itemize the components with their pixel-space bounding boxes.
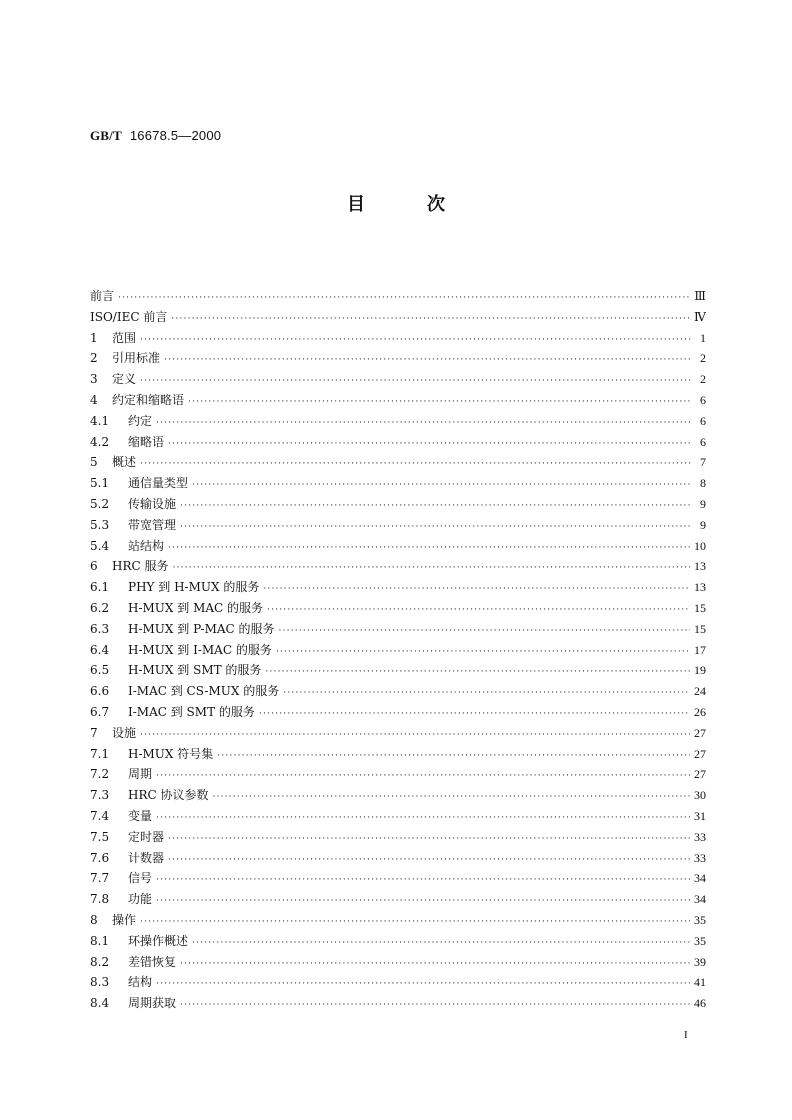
toc-section-number: 5.1: [90, 476, 110, 491]
toc-page-number: 13: [694, 559, 706, 574]
toc-section-number: 7.3: [90, 788, 110, 803]
toc-page-number: 7: [700, 455, 706, 470]
toc-section-number: 8.2: [90, 954, 110, 969]
toc-page-number: 34: [694, 892, 706, 907]
toc-entry-label: [90, 640, 276, 661]
toc-section-title: 周期: [128, 767, 153, 782]
toc-page-number: 33: [694, 850, 706, 865]
toc-page-number: 27: [694, 725, 706, 740]
dot-leader: [156, 808, 690, 829]
toc-page-number: 9: [700, 517, 706, 532]
toc-entry-label: [90, 993, 180, 1014]
toc-page-number: 17: [694, 642, 706, 657]
toc-section-number: 7.6: [90, 850, 110, 865]
toc-page-number: 35: [694, 912, 706, 927]
toc-section-title: 操作: [112, 912, 137, 927]
dot-leader: [263, 579, 690, 600]
toc-section-number: 7.2: [90, 767, 110, 782]
dot-leader: [279, 621, 690, 642]
dot-leader: [267, 600, 690, 621]
toc-entry[interactable]: [90, 556, 706, 577]
toc-entry-label: [90, 556, 173, 577]
toc-section-number: 6.6: [90, 684, 110, 699]
standard-code: [90, 128, 221, 144]
toc-entry[interactable]: [90, 286, 706, 307]
toc-entry-label: [90, 328, 140, 349]
dot-leader: [173, 558, 691, 579]
dot-leader: [168, 538, 690, 559]
toc-page-number: 9: [700, 496, 706, 511]
toc-entry-label: [90, 494, 180, 515]
dot-leader: [188, 392, 692, 413]
toc-entry[interactable]: [90, 931, 706, 952]
dot-leader: [213, 787, 691, 808]
toc-section-title: 前言: [90, 289, 115, 303]
toc-section-title: 通信量类型: [128, 476, 189, 491]
toc-section-number: 6.5: [90, 663, 110, 678]
toc-entry-label: [90, 390, 188, 411]
toc-entry-label: [90, 972, 156, 993]
toc-entry-label: [90, 452, 140, 473]
dot-leader: [171, 309, 690, 330]
toc-entry[interactable]: [90, 536, 706, 557]
toc-section-title: HRC 服务: [112, 559, 169, 574]
toc-section-number: 8.4: [90, 996, 110, 1011]
toc-section-number: 6.7: [90, 704, 110, 719]
toc-section-title: 定时器: [128, 829, 165, 844]
dot-leader: [276, 642, 690, 663]
toc-entry-label: [90, 806, 156, 827]
toc-entry[interactable]: [90, 764, 706, 785]
toc-entry[interactable]: [90, 785, 706, 806]
toc-section-title: 计数器: [128, 850, 165, 865]
toc-section-title: 传输设施: [128, 496, 177, 511]
toc-entry[interactable]: [90, 972, 706, 993]
dot-leader: [140, 371, 692, 392]
toc-section-title: 带宽管理: [128, 517, 177, 532]
toc-section-title: I-MAC 到 SMT 的服务: [128, 704, 255, 719]
toc-page-number: 19: [694, 663, 706, 678]
toc-section-number: 4.1: [90, 413, 110, 428]
dot-leader: [180, 995, 690, 1016]
toc-section-title: 变量: [128, 808, 153, 823]
toc-page-number: Ⅲ: [694, 289, 706, 303]
toc-section-title: H-MUX 到 P-MAC 的服务: [128, 621, 275, 636]
toc-entry-label: [90, 432, 168, 453]
toc-page-number: 13: [694, 580, 706, 595]
toc-page-number: 27: [694, 767, 706, 782]
toc-page-number: 1: [700, 330, 706, 345]
toc-section-number: 4.2: [90, 434, 110, 449]
toc-section-number: 5: [90, 455, 98, 470]
toc-entry-label: [90, 702, 259, 723]
toc-entry[interactable]: [90, 348, 706, 369]
toc-page-number: 30: [694, 788, 706, 803]
toc-section-title: 信号: [128, 871, 153, 886]
toc-entry-label: [90, 723, 140, 744]
toc-section-number: 2: [90, 351, 98, 366]
toc-page-number: 6: [700, 434, 706, 449]
dot-leader: [164, 350, 692, 371]
toc-section-title: ISO/IEC 前言: [90, 309, 168, 324]
toc-entry-label: [90, 952, 180, 973]
toc-entry[interactable]: [90, 827, 706, 848]
toc-entry-label: [90, 889, 156, 910]
toc-section-title: 差错恢复: [128, 954, 177, 969]
toc-section-title: 约定和缩略语: [112, 392, 185, 407]
toc-page-number: 31: [694, 808, 706, 823]
toc-entry[interactable]: [90, 993, 706, 1014]
dot-leader: [156, 766, 690, 787]
toc-entry-label: [90, 785, 213, 806]
toc-page-number: 8: [700, 476, 706, 491]
toc-section-title: H-MUX 符号集: [128, 746, 214, 761]
toc-section-number: 6.1: [90, 580, 110, 595]
toc-section-title: 站结构: [128, 538, 165, 553]
toc-entry[interactable]: [90, 598, 706, 619]
dot-leader: [192, 475, 692, 496]
toc-entry-label: [90, 348, 164, 369]
toc-section-number: 7.5: [90, 829, 110, 844]
toc-section-number: 6.4: [90, 642, 110, 657]
dot-leader: [283, 683, 690, 704]
toc-entry[interactable]: [90, 910, 706, 931]
toc-entry-label: [90, 619, 279, 640]
toc-section-number: 5.4: [90, 538, 110, 553]
dot-leader: [156, 413, 692, 434]
toc-page-number: 10: [694, 538, 706, 553]
toc-entry[interactable]: [90, 723, 706, 744]
toc-page-number: 26: [694, 704, 706, 719]
table-of-contents: [90, 286, 706, 1014]
toc-section-number: 8: [90, 912, 98, 927]
toc-entry[interactable]: [90, 390, 706, 411]
toc-entry[interactable]: [90, 952, 706, 973]
dot-leader: [156, 974, 690, 995]
dot-leader: [140, 725, 690, 746]
toc-page-number: 24: [694, 684, 706, 699]
dot-leader: [217, 746, 690, 767]
toc-entry-label: [90, 473, 192, 494]
toc-entry[interactable]: [90, 681, 706, 702]
toc-entry[interactable]: [90, 494, 706, 515]
toc-entry-label: [90, 681, 283, 702]
toc-entry[interactable]: [90, 868, 706, 889]
toc-entry[interactable]: [90, 411, 706, 432]
toc-entry-label: [90, 577, 263, 598]
toc-page-number: 2: [700, 351, 706, 366]
dot-leader: [140, 454, 692, 475]
page-number: I: [684, 1029, 688, 1041]
toc-entry[interactable]: [90, 432, 706, 453]
standard-number: 16678.5—2000: [129, 128, 222, 143]
dot-leader: [156, 891, 690, 912]
toc-section-number: 7.4: [90, 808, 110, 823]
toc-entry-label: [90, 764, 156, 785]
toc-entry-label: [90, 868, 156, 889]
toc-entry[interactable]: [90, 577, 706, 598]
toc-entry-label: [90, 827, 168, 848]
dot-leader: [168, 829, 690, 850]
dot-leader: [180, 517, 692, 538]
toc-page-number: 33: [694, 829, 706, 844]
toc-page-number: 27: [694, 746, 706, 761]
toc-page-number: 15: [694, 621, 706, 636]
toc-section-number: 6.2: [90, 600, 110, 615]
toc-entry-label: [90, 536, 168, 557]
toc-page-number: 6: [700, 413, 706, 428]
dot-leader: [140, 912, 690, 933]
toc-entry[interactable]: [90, 806, 706, 827]
toc-entry[interactable]: [90, 889, 706, 910]
toc-entry[interactable]: [90, 640, 706, 661]
toc-page-number: 39: [694, 954, 706, 969]
toc-entry-label: [90, 931, 192, 952]
toc-page-number: 41: [694, 975, 706, 990]
toc-section-title: H-MUX 到 I-MAC 的服务: [128, 642, 272, 657]
toc-section-title: 定义: [112, 372, 137, 387]
toc-entry-label: [90, 307, 171, 328]
toc-page-number: 46: [694, 996, 706, 1011]
toc-page-number: 34: [694, 871, 706, 886]
toc-page-number: Ⅳ: [694, 309, 706, 324]
dot-leader: [168, 850, 690, 871]
toc-entry[interactable]: [90, 515, 706, 536]
toc-entry-label: [90, 848, 168, 869]
toc-entry[interactable]: [90, 328, 706, 349]
toc-entry-label: [90, 660, 265, 681]
toc-entry[interactable]: [90, 744, 706, 765]
toc-section-number: 7.8: [90, 892, 110, 907]
toc-entry-label: [90, 515, 180, 536]
toc-entry[interactable]: [90, 369, 706, 390]
toc-section-number: 7.1: [90, 746, 110, 761]
toc-entry[interactable]: [90, 307, 706, 328]
toc-section-title: 功能: [128, 892, 153, 907]
toc-page-number: 15: [694, 600, 706, 615]
toc-section-title: PHY 到 H-MUX 的服务: [128, 580, 260, 595]
toc-entry-label: [90, 369, 140, 390]
toc-section-number: 7: [90, 725, 98, 740]
toc-entry-label: [90, 598, 267, 619]
dot-leader: [140, 330, 692, 351]
toc-section-title: 设施: [112, 725, 137, 740]
toc-section-title: 缩略语: [128, 434, 165, 449]
toc-entry-label: [90, 744, 217, 765]
toc-entry[interactable]: [90, 473, 706, 494]
toc-section-number: 4: [90, 392, 98, 407]
toc-page-number: 35: [694, 933, 706, 948]
toc-entry-label: [90, 286, 118, 307]
page-title: 目次: [347, 194, 507, 215]
toc-section-title: I-MAC 到 CS-MUX 的服务: [128, 684, 280, 699]
toc-entry[interactable]: [90, 848, 706, 869]
toc-section-title: 结构: [128, 975, 153, 990]
toc-entry[interactable]: [90, 660, 706, 681]
toc-section-title: 范围: [112, 330, 137, 345]
toc-section-number: 8.3: [90, 975, 110, 990]
toc-section-number: 3: [90, 372, 98, 387]
toc-section-number: 5.3: [90, 517, 110, 532]
toc-section-title: H-MUX 到 MAC 的服务: [128, 600, 264, 615]
toc-section-title: 概述: [112, 455, 137, 470]
toc-section-number: 5.2: [90, 496, 110, 511]
dot-leader: [156, 870, 690, 891]
toc-section-title: 约定: [128, 413, 153, 428]
toc-page-number: 6: [700, 392, 706, 407]
toc-page-number: 2: [700, 372, 706, 387]
dot-leader: [180, 496, 692, 517]
toc-section-title: 引用标准: [112, 351, 161, 366]
toc-section-number: 8.1: [90, 933, 110, 948]
dot-leader: [259, 704, 690, 725]
dot-leader: [265, 662, 690, 683]
dot-leader: [118, 288, 690, 309]
toc-section-title: HRC 协议参数: [128, 788, 209, 803]
dot-leader: [168, 434, 692, 455]
toc-entry[interactable]: [90, 702, 706, 723]
toc-section-number: 1: [90, 330, 98, 345]
toc-entry[interactable]: [90, 452, 706, 473]
toc-entry[interactable]: [90, 619, 706, 640]
toc-section-title: 周期获取: [128, 996, 177, 1011]
toc-section-number: 7.7: [90, 871, 110, 886]
toc-entry-label: [90, 910, 140, 931]
standard-prefix: GB/T: [90, 128, 122, 143]
toc-section-title: 环操作概述: [128, 933, 189, 948]
toc-section-number: 6: [90, 559, 98, 574]
dot-leader: [180, 954, 690, 975]
toc-section-title: H-MUX 到 SMT 的服务: [128, 663, 262, 678]
toc-entry-label: [90, 411, 156, 432]
toc-section-number: 6.3: [90, 621, 110, 636]
dot-leader: [192, 933, 690, 954]
